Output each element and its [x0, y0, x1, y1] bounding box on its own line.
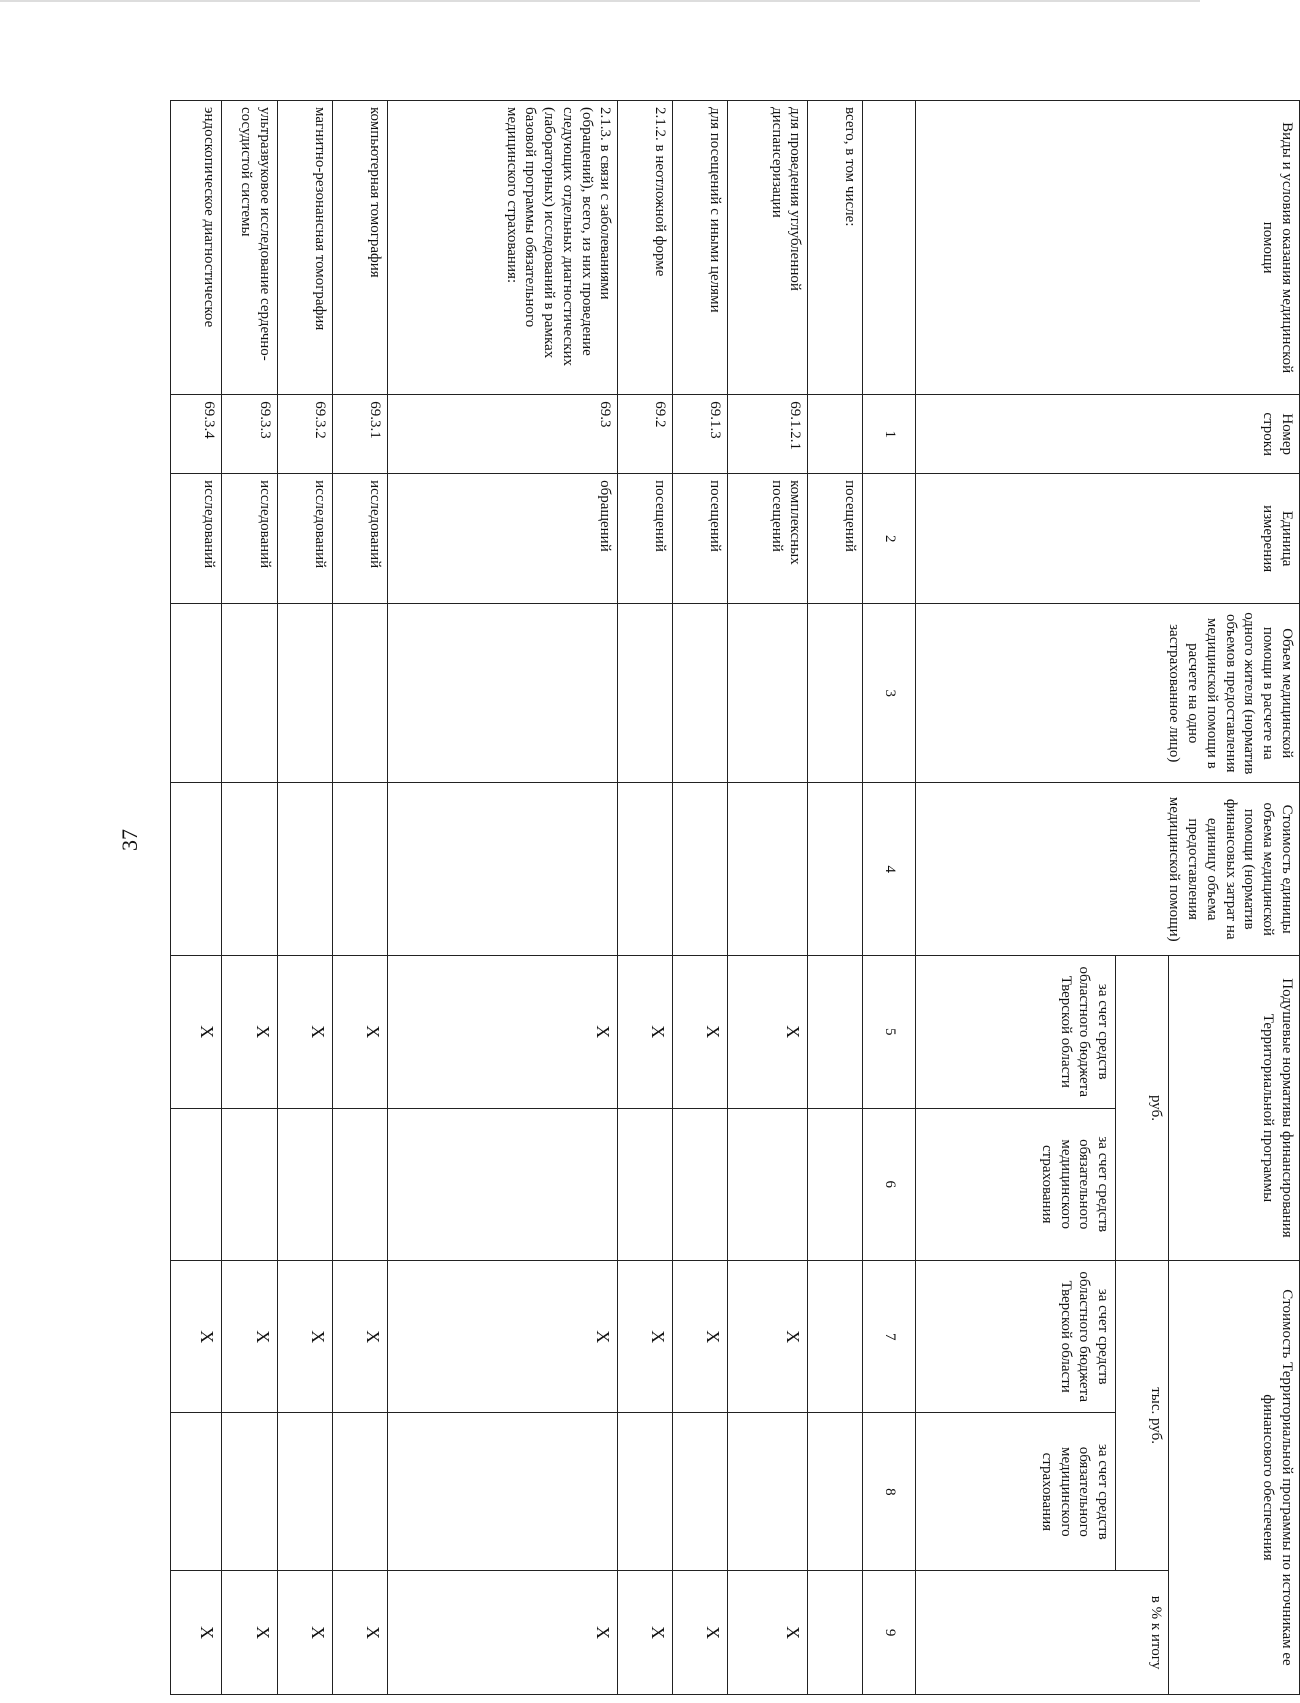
row-value — [618, 604, 673, 783]
row-unit: исследований — [171, 474, 222, 604]
row-value: X — [278, 956, 333, 1108]
row-value: X — [618, 1260, 673, 1412]
row-value — [388, 1108, 618, 1260]
row-label: магнитно-резонансная томография — [278, 101, 333, 395]
table-row — [388, 101, 618, 1695]
row-value: X — [278, 1260, 333, 1412]
row-value — [618, 1108, 673, 1260]
row-value — [728, 1108, 808, 1260]
header-oms-rub: за счет средств обязательного медицинского страхования — [915, 1108, 1115, 1260]
row-value — [171, 604, 222, 783]
row-value — [171, 1413, 222, 1571]
row-label: ультразвуковое исследование сердечно-сосудистой системы — [222, 101, 278, 395]
row-value: X — [388, 1571, 618, 1695]
row-value — [673, 1413, 728, 1571]
row-unit: посещений — [618, 474, 673, 604]
row-value — [808, 783, 863, 956]
row-value — [278, 1108, 333, 1260]
page-number: 37 — [117, 829, 142, 851]
header-row-number: Номер строки — [915, 395, 1299, 474]
row-value — [808, 1260, 863, 1412]
row-number: 69.3 — [388, 395, 618, 474]
row-value — [673, 1108, 728, 1260]
row-value — [388, 604, 618, 783]
row-value: X — [673, 956, 728, 1108]
row-value — [808, 1108, 863, 1260]
row-value — [808, 956, 863, 1108]
header-thous-rub: тыс. руб. — [1116, 1260, 1169, 1570]
row-label: для проведения углубленной диспансеризации — [728, 101, 808, 395]
col-number: 6 — [863, 1108, 916, 1260]
row-value — [333, 1108, 388, 1260]
row-value — [618, 783, 673, 956]
col-number: 2 — [863, 474, 916, 604]
row-unit: посещений — [808, 474, 863, 604]
row-label: для посещений с иными целями — [673, 101, 728, 395]
table-row — [333, 101, 388, 1695]
row-value — [278, 783, 333, 956]
row-value: X — [388, 1260, 618, 1412]
row-label: компьютерная томография — [333, 101, 388, 395]
header-unit: Единица измерения — [915, 474, 1299, 604]
table-body — [171, 101, 1300, 1695]
table-row — [673, 101, 728, 1695]
col-number: 3 — [863, 604, 916, 783]
row-unit: исследований — [278, 474, 333, 604]
header-unit-cost: Стоимость единицы объема медицинской помощи (норматив финансовых затрат на единицу объема предоставления медицинской помощи) — [915, 783, 1299, 956]
row-number: 69.1.3 — [673, 395, 728, 474]
row-value — [333, 783, 388, 956]
row-value: X — [388, 956, 618, 1108]
row-value: X — [171, 1571, 222, 1695]
header-rub: руб. — [1116, 956, 1169, 1261]
row-value: X — [171, 956, 222, 1108]
row-value — [333, 1413, 388, 1571]
row-number: 69.3.1 — [333, 395, 388, 474]
scan-edge — [0, 0, 1200, 2]
row-value: X — [333, 1260, 388, 1412]
row-value — [808, 1413, 863, 1571]
row-value: X — [728, 956, 808, 1108]
row-number: 69.3.3 — [222, 395, 278, 474]
row-unit: комплексных посещений — [728, 474, 808, 604]
table-row — [808, 101, 863, 1695]
row-value: X — [618, 1571, 673, 1695]
header-types: Виды и условия оказания медицинской помощи — [915, 101, 1299, 395]
row-number: 69.3.2 — [278, 395, 333, 474]
col-number: 8 — [863, 1413, 916, 1571]
row-value — [388, 783, 618, 956]
row-number: 69.2 — [618, 395, 673, 474]
row-label: 2.1.2. в неотложной форме — [618, 101, 673, 395]
row-value: X — [333, 1571, 388, 1695]
row-value: X — [278, 1571, 333, 1695]
row-value — [673, 604, 728, 783]
row-value — [171, 1108, 222, 1260]
header-budget-rub: за счет средств областного бюджета Тверской области — [915, 956, 1115, 1108]
row-label: всего, в том числе: — [808, 101, 863, 395]
table-row — [618, 101, 673, 1695]
financing-table — [170, 100, 1300, 1695]
row-value — [728, 1413, 808, 1571]
row-unit: обращений — [388, 474, 618, 604]
row-value — [333, 604, 388, 783]
row-value: X — [618, 956, 673, 1108]
header-program-cost: Стоимость Территориальной программы по источникам ее финансового обеспечения — [1168, 1260, 1299, 1694]
row-value: X — [728, 1260, 808, 1412]
row-value — [278, 1413, 333, 1571]
row-value — [808, 604, 863, 783]
table-row — [278, 101, 333, 1695]
row-value — [171, 783, 222, 956]
row-value — [618, 1413, 673, 1571]
row-label: 2.1.3. в связи с заболеваниями (обращений), всего, из них проведение следующих отдельных диагностических (лабораторных) исследований в рамках базовой программы обязательного медицинского страхования: — [388, 101, 618, 395]
col-number: 5 — [863, 956, 916, 1108]
row-unit: исследований — [222, 474, 278, 604]
row-value — [808, 1571, 863, 1695]
row-unit: посещений — [673, 474, 728, 604]
col-number — [863, 101, 916, 395]
row-value: X — [673, 1260, 728, 1412]
row-value — [222, 783, 278, 956]
row-value — [388, 1413, 618, 1571]
row-number: 69.1.2.1 — [728, 395, 808, 474]
col-number: 7 — [863, 1260, 916, 1412]
table-row — [171, 101, 222, 1695]
header-oms-thous: за счет средств обязательного медицинского страхования — [915, 1413, 1115, 1571]
row-value — [222, 1413, 278, 1571]
row-number — [808, 395, 863, 474]
row-label: эндоскопическое диагностическое — [171, 101, 222, 395]
table-row — [728, 101, 808, 1695]
header-percent: в % к итогу — [915, 1571, 1168, 1695]
row-value: X — [222, 956, 278, 1108]
row-value — [673, 783, 728, 956]
col-number: 9 — [863, 1571, 916, 1695]
row-value — [278, 604, 333, 783]
header-per-capita: Подушевые нормативы финансирования Территориальной программы — [1168, 956, 1299, 1261]
header-budget-thous: за счет средств областного бюджета Тверской области — [915, 1260, 1115, 1412]
row-value — [728, 604, 808, 783]
column-number-row — [863, 101, 916, 1695]
row-value: X — [222, 1571, 278, 1695]
row-number: 69.3.4 — [171, 395, 222, 474]
row-value: X — [728, 1571, 808, 1695]
row-value — [222, 1108, 278, 1260]
col-number: 1 — [863, 395, 916, 474]
header-volume: Объем медицинской помощи в расчете на одного жителя (норматив объемов предоставления медицинской помощи в расчете на одно застрахованное лицо) — [915, 604, 1299, 783]
row-value — [222, 604, 278, 783]
row-value: X — [333, 956, 388, 1108]
table-row — [222, 101, 278, 1695]
row-unit: исследований — [333, 474, 388, 604]
row-value: X — [222, 1260, 278, 1412]
row-value: X — [673, 1571, 728, 1695]
col-number: 4 — [863, 783, 916, 956]
row-value: X — [171, 1260, 222, 1412]
rotated-table-sheet — [170, 100, 1300, 1695]
row-value — [728, 783, 808, 956]
